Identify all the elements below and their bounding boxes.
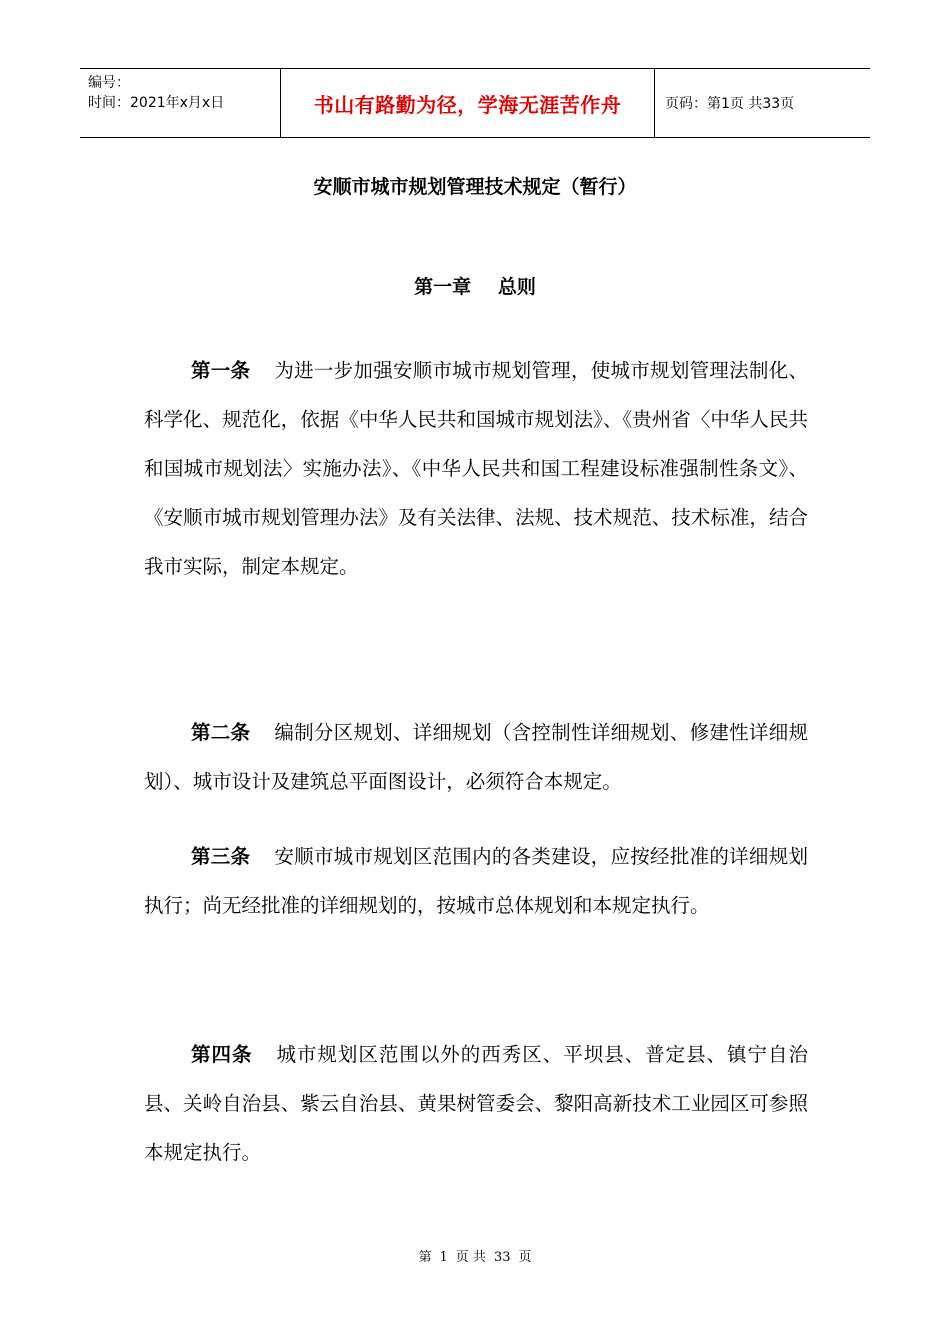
page-footer [0, 1246, 950, 1265]
header-page-info: 页码：第1页 共33页 [665, 96, 795, 112]
header-meta [80, 69, 280, 137]
article-text: 城市规划区范围以外的西秀区、平坝县、普定县、镇宁自治县、关岭自治县、紫云自治县、黄果树管委会、黎阳高新技术工业园区可参照本规定执行。 [144, 1043, 808, 1164]
footer-page-current: 1 [439, 1250, 448, 1265]
footer-page-total: 33 [493, 1250, 511, 1265]
article-2 [144, 708, 808, 806]
article-4 [144, 1030, 808, 1177]
footer-suffix: 页 [518, 1250, 532, 1265]
article-text: 编制分区规划、详细规划（含控制性详细规划、修建性详细规划）、城市设计及建筑总平面图设计，必须符合本规定。 [144, 721, 808, 793]
document-header [80, 68, 870, 138]
chapter-number: 第一章 [414, 276, 472, 298]
chapter-name: 总则 [497, 276, 536, 298]
footer-prefix: 第 [418, 1250, 432, 1265]
article-text: 为进一步加强安顺市城市规划管理，使城市规划管理法制化、科学化、规范化，依据《中华人民共和国城市规划法》、《贵州省〈中华人民共和国城市规划法〉实施办法》、《中华人民共和国工程建设标准强制性条文》、《安顺市城市规划管理办法》及有关法律、法规、技术规范、技术标准，结合我市实际，制定本规定。 [144, 359, 808, 578]
article-label: 第二条 [191, 721, 251, 744]
footer-mid: 页 共 [455, 1250, 486, 1265]
chapter-heading [0, 272, 950, 299]
number-label: 编号： [88, 75, 130, 91]
article-text: 安顺市城市规划区范围内的各类建设，应按经批准的详细规划执行；尚无经批准的详细规划的，按城市总体规划和本规定执行。 [144, 845, 808, 917]
article-1 [144, 346, 808, 591]
date-label: 时间：2021年x月x日 [88, 95, 225, 111]
document-title: 安顺市城市规划管理技术规定（暂行） [313, 176, 637, 198]
header-motto: 书山有路勤为径，学海无涯苦作舟 [280, 69, 655, 137]
article-label: 第一条 [191, 359, 251, 382]
article-label: 第三条 [191, 845, 251, 868]
article-3 [144, 832, 808, 930]
article-label: 第四条 [191, 1043, 253, 1066]
